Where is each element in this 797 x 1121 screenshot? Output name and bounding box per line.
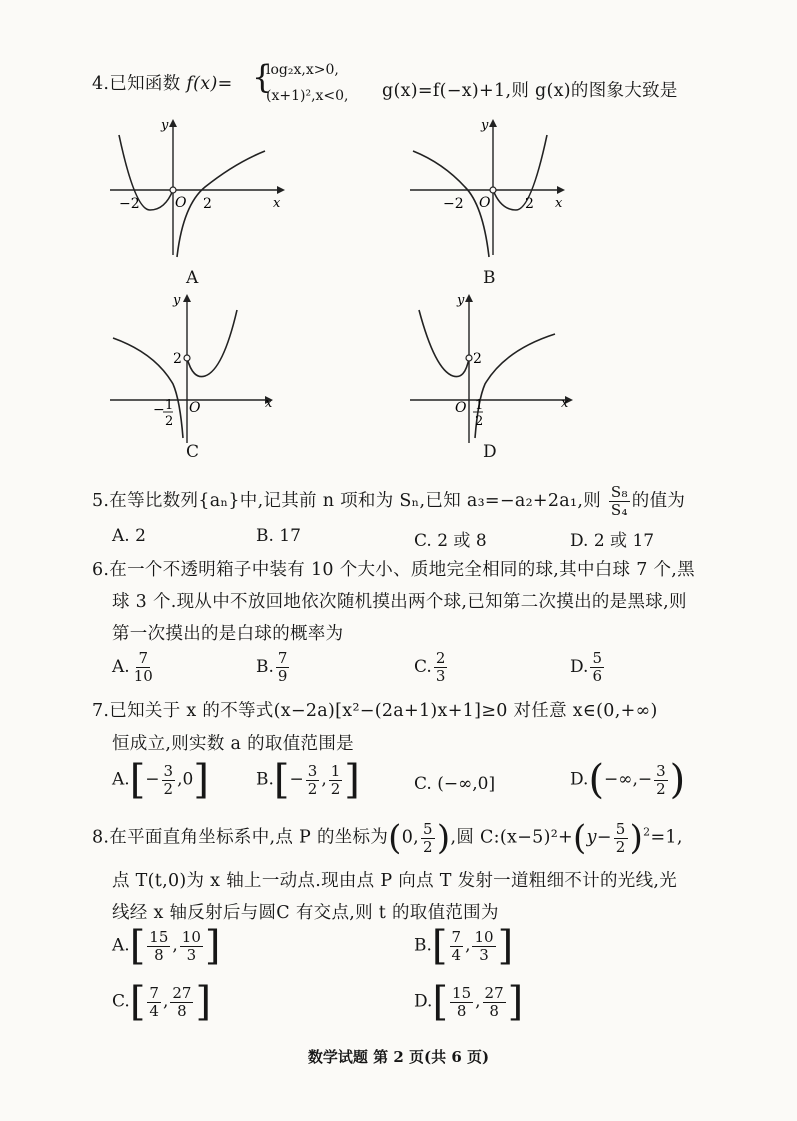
q8-a-d1: 8 bbox=[154, 945, 164, 964]
q8-c-label: C. bbox=[112, 991, 130, 1012]
graph-c-tick-2: 2 bbox=[173, 351, 182, 367]
q6-option-c-label: C. bbox=[414, 657, 432, 677]
graph-b-tick-neg2: −2 bbox=[443, 196, 464, 212]
q7-line1-text: 已知关于 x 的不等式(x−2a)[x²−(2a+1)x+1]≥0 对任意 x∈(0,+∞) bbox=[109, 701, 658, 721]
q8-d-d1: 8 bbox=[456, 1001, 467, 1020]
q8-line2: 点 T(t,0)为 x 轴上一动点.现由点 P 向点 T 发射一道粗细不计的光线,光 bbox=[112, 871, 678, 891]
q6-d-den: 6 bbox=[592, 667, 602, 685]
q7-line1 bbox=[92, 697, 658, 722]
q7-option-d: D.(−∞,− $\frac{3}{2}$ ) bbox=[570, 757, 686, 803]
q8-a-n1: 15 bbox=[149, 927, 169, 946]
q6-c-den: 3 bbox=[435, 667, 446, 685]
q7-b-frac1 bbox=[306, 763, 320, 798]
graph-d-tick-2: 2 bbox=[473, 351, 482, 367]
q5-stem bbox=[92, 484, 685, 519]
q8-c-n1: 7 bbox=[149, 983, 159, 1002]
q5-stem-text: 在等比数列{aₙ}中,记其前 n 项和为 Sₙ,已知 a₃=−a₂+2a₁,则 bbox=[109, 491, 602, 511]
q6-a-num: 7 bbox=[138, 649, 148, 667]
q8-a-d2: 3 bbox=[186, 945, 197, 964]
q8-b-label: B. bbox=[414, 935, 432, 956]
graph-b-label: B bbox=[483, 268, 496, 288]
q7-b-den: 2 bbox=[307, 779, 318, 798]
graph-d-axis-x: x bbox=[561, 396, 569, 411]
q4-case1: log₂x,x>0, bbox=[266, 62, 339, 78]
q4-stem bbox=[92, 70, 233, 95]
q7-a-label: A. bbox=[112, 769, 130, 790]
q4-number: 4. bbox=[92, 74, 110, 94]
q8-line1-b: ,圆 C:(x−5)²+ bbox=[450, 827, 573, 848]
q8-d-d2: 8 bbox=[489, 1001, 499, 1020]
q8-c-d2: 8 bbox=[177, 1001, 187, 1020]
q4-case2: (x+1)²,x<0, bbox=[266, 88, 349, 104]
q7-option-b: B.[− $\frac{3}{2}$ , $\frac{1}{2}$ ] bbox=[256, 757, 360, 803]
q4-stem-b: g(x)=f(−x)+1,则 g(x)的图象大致是 bbox=[382, 81, 678, 101]
q8-option-d: D.[ $\frac{15}{8}$ , $\frac{27}{8}$ ] bbox=[414, 979, 524, 1025]
q5-option-d: D. 2 或 17 bbox=[570, 531, 655, 551]
q6-option-d bbox=[570, 650, 606, 685]
q6-number: 6. bbox=[92, 560, 110, 580]
q8-b-n1: 7 bbox=[451, 927, 462, 946]
q6-line1-text: 在一个不透明箱子中装有 10 个大小、质地完全相同的球,其中白球 7 个,黑 bbox=[109, 560, 695, 580]
q8-line1-c: =1, bbox=[650, 827, 683, 848]
graph-c-tick-neg: − bbox=[153, 402, 165, 418]
q7-a-den: 2 bbox=[163, 779, 174, 798]
graph-a-tick-neg2: −2 bbox=[119, 196, 140, 212]
q4-fx: f(x)= bbox=[186, 74, 233, 94]
q7-option-a: A.[− $\frac{3}{2}$ ,0] bbox=[112, 757, 209, 803]
graph-a-label: A bbox=[186, 268, 199, 288]
q8-b-d2: 3 bbox=[479, 945, 489, 964]
q8-d-label: D. bbox=[414, 991, 433, 1012]
q7-d-pre: −∞,− bbox=[604, 769, 653, 790]
q8-d-n2: 27 bbox=[484, 983, 504, 1002]
q6-a-den: 10 bbox=[133, 667, 153, 685]
graph-c bbox=[105, 288, 285, 453]
q8-line3: 线经 x 轴反射后与圆C 有交点,则 t 的取值范围为 bbox=[112, 903, 499, 923]
q7-d-den: 2 bbox=[656, 779, 666, 798]
graph-c-origin: O bbox=[189, 400, 201, 416]
graph-d-origin: O bbox=[455, 400, 467, 416]
q8-p-num: 5 bbox=[423, 819, 433, 838]
q7-b-label: B. bbox=[256, 769, 274, 790]
q6-option-a bbox=[112, 650, 157, 685]
q5-frac-num: S₈ bbox=[610, 483, 628, 501]
q7-a-pre: − bbox=[145, 769, 160, 790]
q8-number: 8. bbox=[92, 827, 110, 848]
q6-b-den: 9 bbox=[277, 667, 288, 685]
q6-line1 bbox=[92, 556, 695, 581]
q5-number: 5. bbox=[92, 491, 110, 511]
q8-c-d1: 4 bbox=[149, 1001, 159, 1020]
graph-a-origin: O bbox=[175, 195, 187, 211]
q5-option-c: C. 2 或 8 bbox=[414, 531, 487, 551]
graph-a-axis-y: y bbox=[161, 118, 169, 133]
q6-option-a-frac bbox=[132, 650, 155, 685]
q6-b-num: 7 bbox=[277, 649, 288, 667]
q6-option-d-frac bbox=[590, 650, 604, 685]
q6-option-a-label: A. bbox=[112, 657, 130, 677]
q8-option-c: C.[ $\frac{7}{4}$ , $\frac{27}{8}$ ] bbox=[112, 979, 212, 1025]
graph-b-axis-y: y bbox=[481, 118, 489, 133]
q7-b-den2: 2 bbox=[330, 779, 341, 798]
q7-option-c: C. (−∞,0] bbox=[414, 774, 496, 794]
q5-stem-end: 的值为 bbox=[631, 491, 686, 511]
q8-option-a: A.[ $\frac{15}{8}$ , $\frac{10}{3}$ ] bbox=[112, 923, 221, 969]
graph-c-tick-half-den: 2 bbox=[165, 414, 174, 429]
graph-d-axis-y: y bbox=[457, 293, 465, 308]
q6-c-num: 2 bbox=[435, 649, 446, 667]
q6-option-b bbox=[256, 650, 291, 685]
graph-b-axis-x: x bbox=[555, 196, 563, 211]
q7-b-mid: , bbox=[321, 769, 327, 790]
q7-b-num2: 1 bbox=[330, 761, 341, 780]
q6-option-c bbox=[414, 650, 449, 685]
q8-circle-frac: $\frac{5}{2}$ bbox=[615, 819, 626, 856]
q8-option-b: B.[ $\frac{7}{4}$ , $\frac{10}{3}$ ] bbox=[414, 923, 514, 969]
q7-line2: 恒成立,则实数 a 的取值范围是 bbox=[112, 734, 354, 754]
q5-frac-den: S₄ bbox=[610, 501, 628, 519]
q6-line3: 第一次摸出的是白球的概率为 bbox=[112, 624, 344, 644]
q5-fraction bbox=[609, 484, 630, 519]
q8-p-den: 2 bbox=[423, 837, 433, 856]
q7-d-label: D. bbox=[570, 769, 589, 790]
q7-a-frac bbox=[162, 763, 176, 798]
graph-c-tick-half-num: 1 bbox=[165, 398, 174, 413]
q6-option-b-frac bbox=[276, 650, 290, 685]
q7-b-frac2 bbox=[329, 763, 343, 798]
q4-brace: { bbox=[252, 58, 273, 96]
q8-a-n2: 10 bbox=[181, 927, 201, 946]
graph-d bbox=[405, 288, 585, 453]
graph-c-label: C bbox=[186, 442, 200, 462]
q7-d-num: 3 bbox=[656, 761, 666, 780]
graph-d-tick-half-den: 2 bbox=[475, 414, 484, 429]
q8-c-n2: 27 bbox=[172, 983, 192, 1002]
q6-option-d-label: D. bbox=[570, 657, 589, 677]
q8-p-frac bbox=[421, 821, 435, 856]
q6-option-c-frac bbox=[434, 650, 448, 685]
q8-b-n2: 10 bbox=[474, 927, 494, 946]
q8-line1: 8.在平面直角坐标系中,点 P 的坐标为(0, $\frac{5}{2}$ ),圆 C:(x−5)²+(y− $\frac{5}{2}$ )$^2$=1, bbox=[92, 818, 683, 858]
graph-a-axis-x: x bbox=[273, 196, 281, 211]
q6-line2: 球 3 个.现从中不放回地依次随机摸出两个球,已知第二次摸出的是黑球,则 bbox=[112, 592, 687, 612]
graph-c-axis-y: y bbox=[173, 293, 181, 308]
q7-number: 7. bbox=[92, 701, 110, 721]
q4-stem-a: 已知函数 bbox=[109, 74, 181, 94]
q8-a-label: A. bbox=[112, 935, 130, 956]
graph-c-axis-x: x bbox=[265, 396, 273, 411]
graph-b-origin: O bbox=[479, 195, 491, 211]
q7-a-post: ,0 bbox=[177, 769, 194, 790]
q8-b-d1: 4 bbox=[451, 945, 462, 964]
q8-line1-a: 在平面直角坐标系中,点 P 的坐标为 bbox=[109, 827, 389, 848]
graph-b-tick-2: 2 bbox=[525, 196, 534, 212]
q5-option-b: B. 17 bbox=[256, 526, 301, 546]
q7-d-frac bbox=[654, 763, 668, 798]
q7-b-num: 3 bbox=[307, 761, 318, 780]
q6-option-b-label: B. bbox=[256, 657, 274, 677]
page-footer: 数学试题 第 2 页(共 6 页) bbox=[307, 1048, 490, 1066]
q7-a-num: 3 bbox=[163, 761, 174, 780]
q6-d-num: 5 bbox=[592, 649, 602, 667]
q7-b-pre: − bbox=[289, 769, 304, 790]
graph-d-label: D bbox=[483, 442, 497, 462]
q5-option-a: A. 2 bbox=[112, 526, 146, 546]
graph-d-tick-half-num: 1 bbox=[475, 398, 484, 413]
graph-a-tick-2: 2 bbox=[203, 196, 212, 212]
q8-d-n1: 15 bbox=[452, 983, 472, 1002]
